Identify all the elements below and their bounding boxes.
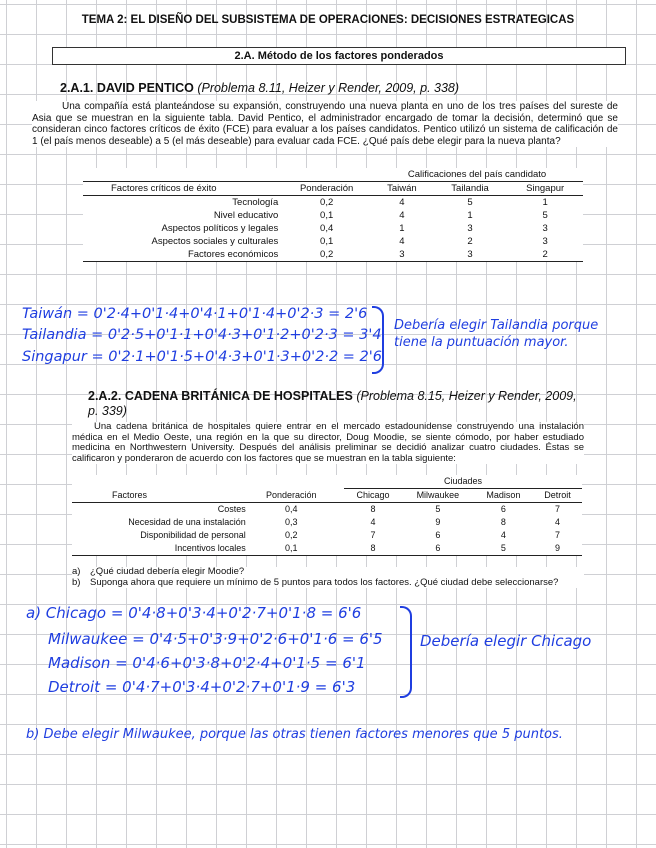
table-header: Factores <box>112 489 148 500</box>
handwritten-conclusion: Debería elegir Chicago <box>420 632 592 650</box>
table-cell: 4 <box>399 197 405 208</box>
table-row <box>83 196 583 210</box>
table-row <box>72 516 582 529</box>
table-cell: 0,1 <box>320 210 334 221</box>
table-cell: 4 <box>500 530 506 540</box>
handwritten-answer-b: b) Debe elegir Milwaukee, porque las otras tienen factores menores que 5 puntos. <box>26 727 563 742</box>
handwritten-conclusion: Debería elegir Tailandia porque <box>394 318 599 333</box>
table-cell: 0,2 <box>284 530 298 540</box>
questions <box>72 567 584 588</box>
table-cell: 3 <box>467 223 473 234</box>
handwritten-line: Detroit = 0'4·7+0'3·4+0'2·7+0'1·9 = 6'3 <box>48 678 356 696</box>
table-cell: 8 <box>370 504 376 514</box>
table-cell: 4 <box>555 517 561 527</box>
problem-1-title <box>60 81 459 95</box>
table-cell: 0,2 <box>320 249 334 260</box>
table-cell: 7 <box>370 530 376 540</box>
question-b <box>72 578 584 589</box>
question-a <box>72 567 584 578</box>
table-cell: Nivel educativo <box>213 210 279 221</box>
table-row <box>83 235 583 248</box>
table-cell: 0,4 <box>320 223 334 234</box>
table-cell: 0,4 <box>284 504 298 514</box>
problem-1-heading: 2.A.1. DAVID PENTICO <box>60 81 194 95</box>
table-row <box>83 248 583 262</box>
section-title-box: 2.A. Método de los factores ponderados <box>52 47 626 65</box>
table-header: Milwaukee <box>416 490 460 500</box>
problem-2-heading: 2.A.2. CADENA BRITÁNICA DE HOSPITALES <box>88 389 353 403</box>
problem-1-table <box>83 168 583 262</box>
handwritten-line: Singapur = 0'2·1+0'1·5+0'4·3+0'1·3+0'2·2 = 2'6 <box>22 349 382 365</box>
problem-2-text: Una cadena británica de hospitales quiere entrar en el mercado estadounidense construyendo una instalación médica en el Medio Oeste, una región en la que su director, Doug Moodie, se siente cómodo, por haber estudiado medicina en Northwestern University. Después del análisis preliminar se decidió analizar cuatro ciudades. Éstas se calificaron y ponderaron de acuerdo con los factores que se muestran en la tabla siguiente: <box>72 421 584 464</box>
handwritten-line: Taiwán = 0'2·4+0'1·4+0'4·1+0'1·4+0'2·3 = 2'6 <box>22 306 368 322</box>
table-header: Factores críticos de éxito <box>83 182 282 196</box>
table-cell: 3 <box>542 223 548 234</box>
table-cell: 0,1 <box>320 236 334 247</box>
table-row <box>72 503 582 517</box>
table-header: Ponderación <box>282 182 371 196</box>
table-header: Tailandia <box>433 182 508 196</box>
handwritten-brace <box>372 306 384 374</box>
table-cell: 4 <box>399 236 405 247</box>
table-cell: 9 <box>555 543 561 553</box>
table-cell: 2 <box>467 236 473 247</box>
table-cell: 8 <box>370 543 376 553</box>
table-cell: 4 <box>399 210 405 221</box>
handwritten-line: a) Chicago = 0'4·8+0'3·4+0'2·7+0'1·8 = 6'6 <box>26 604 362 622</box>
handwritten-conclusion: tiene la puntuación mayor. <box>394 335 569 350</box>
table-cell: 4 <box>370 517 376 527</box>
question-label: b) <box>72 576 81 588</box>
table-cell: 5 <box>500 543 506 553</box>
problem-1-citation: (Problema 8.11, Heizer y Render, 2009, p. 338) <box>197 81 460 95</box>
table-group-header: Ciudades <box>344 475 582 489</box>
handwritten-line: Tailandia = 0'2·5+0'1·1+0'4·3+0'1·2+0'2·3 = 3'4 <box>22 327 382 343</box>
question-text: Suponga ahora que requiere un mínimo de 5 puntos para todos los factores. ¿Qué ciudad debe seleccionarse? <box>90 576 559 588</box>
table-cell: 0,2 <box>320 197 334 208</box>
table-cell: 2 <box>542 249 548 260</box>
table-header: Taiwán <box>371 182 433 196</box>
table-header: Ponderación <box>265 489 317 500</box>
table-cell: 0,1 <box>284 543 298 553</box>
table-cell: 1 <box>542 197 548 208</box>
question-text: ¿Qué ciudad debería elegir Moodie? <box>90 566 245 577</box>
handwritten-line: Milwaukee = 0'4·5+0'3·9+0'2·6+0'1·6 = 6'5 <box>48 630 383 648</box>
table-cell: Costes <box>217 504 246 514</box>
table-cell: 3 <box>399 249 405 260</box>
table-cell: 7 <box>555 530 561 540</box>
table-header: Detroit <box>544 490 571 500</box>
table-group-header: Calificaciones del país candidato <box>371 168 583 182</box>
table-header: Singapur <box>507 182 583 196</box>
table-cell: Incentivos locales <box>174 543 246 553</box>
table-cell: 7 <box>555 504 561 514</box>
table-cell: 8 <box>500 517 506 527</box>
table-cell: 6 <box>435 530 441 540</box>
table-cell: 5 <box>542 210 548 221</box>
handwritten-line: Madison = 0'4·6+0'3·8+0'2·4+0'1·5 = 6'1 <box>48 654 366 672</box>
table-cell: 3 <box>542 236 548 247</box>
problem-2-table <box>72 475 582 556</box>
page-header: TEMA 2: EL DISEÑO DEL SUBSISTEMA DE OPERACIONES: DECISIONES ESTRATEGICAS <box>81 14 575 26</box>
table-cell: 1 <box>467 210 473 221</box>
table-cell: 6 <box>435 543 441 553</box>
table-cell: 5 <box>435 504 441 514</box>
table-cell: Disponibilidad de personal <box>140 530 246 540</box>
table-row <box>83 209 583 222</box>
table-header: Chicago <box>356 490 390 500</box>
question-label: a) <box>72 566 81 577</box>
table-cell: Necesidad de una instalación <box>128 517 246 527</box>
table-row <box>83 222 583 235</box>
handwritten-brace <box>400 606 412 698</box>
table-cell: 1 <box>399 223 405 234</box>
table-cell: Aspectos políticos y legales <box>161 223 279 234</box>
table-cell: 0,3 <box>284 517 298 527</box>
table-cell: Tecnología <box>232 197 279 208</box>
table-cell: Aspectos sociales y culturales <box>151 236 279 247</box>
table-row <box>72 542 582 556</box>
table-header: Madison <box>486 490 521 500</box>
table-cell: Factores económicos <box>187 249 279 260</box>
problem-1-text: Una compañía está planteándose su expansión, construyendo una nueva planta en uno de los tres países del sureste de Asia que se muestran en la siguiente tabla. David Pentico, el administrador encargado de tomar la decisión, determinó que se consideran cinco factores críticos de éxito (FCE) para evaluar a los países candidatos. Pentico utilizó un sistema de calificación de 1 (el país menos deseable) a 5 (el más deseable) para evaluar cada FCE. ¿Qué país debe elegir para la nueva planta? <box>32 101 618 147</box>
table-cell: 6 <box>500 504 506 514</box>
table-row <box>72 529 582 542</box>
table-cell: 3 <box>467 249 473 260</box>
table-cell: 9 <box>435 517 441 527</box>
table-cell: 5 <box>467 197 473 208</box>
problem-2-title <box>88 389 588 419</box>
problem-2-citation: (Problema 8.15, Heizer y Render, 2009, p. 339) <box>88 389 577 418</box>
